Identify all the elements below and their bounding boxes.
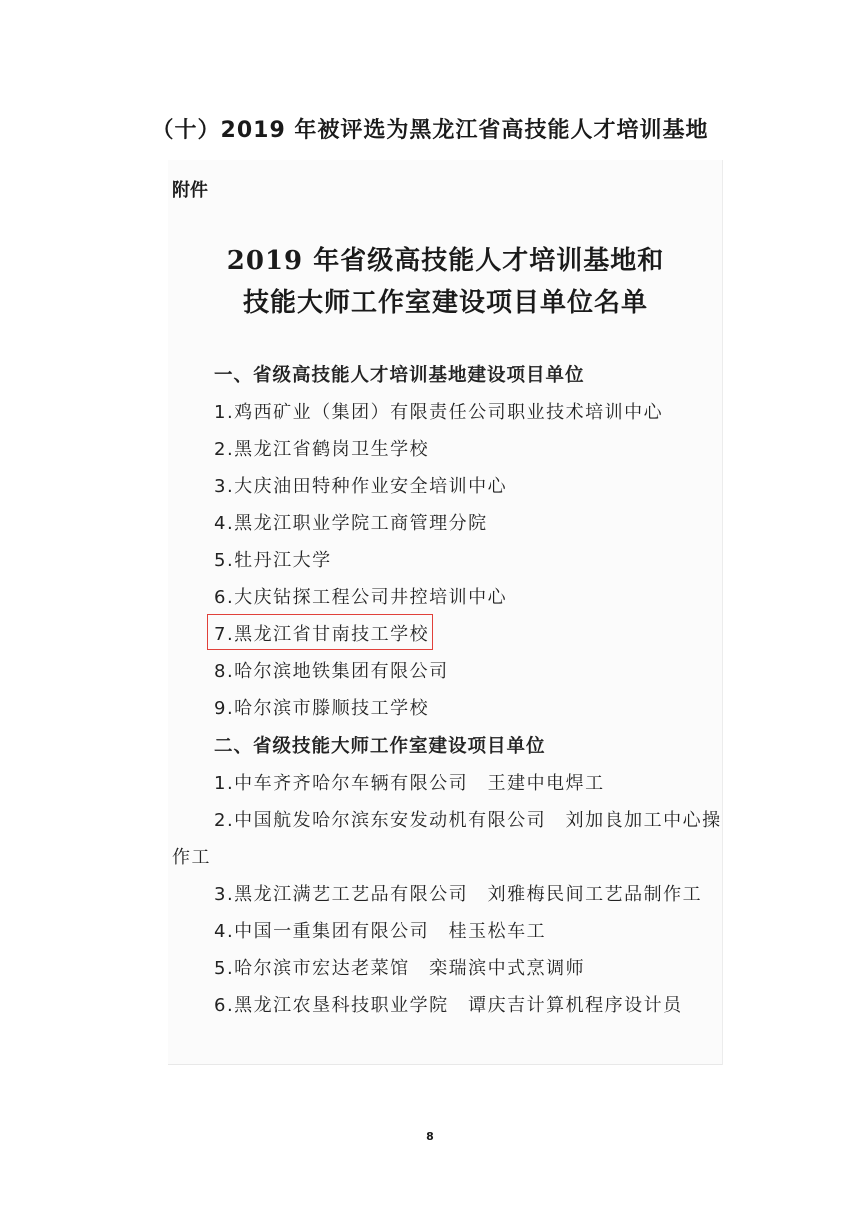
- list-item: 3.黑龙江满艺工艺品有限公司 刘雅梅民间工艺品制作工: [214, 884, 703, 905]
- page-number: 8: [426, 1130, 434, 1143]
- list-item: 1.鸡西矿业（集团）有限责任公司职业技术培训中心: [214, 402, 664, 423]
- list-item: 4.中国一重集团有限公司 桂玉松车工: [214, 921, 547, 942]
- list-item: 8.哈尔滨地铁集团有限公司: [214, 661, 449, 682]
- list-item: 2.黑龙江省鹤岗卫生学校: [214, 439, 430, 460]
- list-item: 2.中国航发哈尔滨东安发动机有限公司 刘加良加工中心操: [214, 810, 722, 831]
- scan-edge-bottom: [168, 1064, 723, 1065]
- list-item: 4.黑龙江职业学院工商管理分院: [214, 513, 488, 534]
- list-item: 6.黑龙江农垦科技职业学院 谭庆吉计算机程序设计员: [214, 995, 683, 1016]
- list-item: 5.哈尔滨市宏达老菜馆 栾瑞滨中式烹调师: [214, 958, 586, 979]
- list-item: 9.哈尔滨市滕顺技工学校: [214, 698, 430, 719]
- list-item-highlighted: 7.黑龙江省甘南技工学校: [214, 624, 430, 645]
- list-item: 6.大庆钻探工程公司井控培训中心: [214, 587, 508, 608]
- list-item-continuation: 作工: [172, 847, 211, 868]
- document-title-line1: 2019 年省级高技能人才培训基地和: [226, 246, 665, 276]
- list-item: 1.中车齐齐哈尔车辆有限公司 王建中电焊工: [214, 773, 605, 794]
- highlight-box: [207, 614, 433, 650]
- list-item: 3.大庆油田特种作业安全培训中心: [214, 476, 508, 497]
- list-item: 5.牡丹江大学: [214, 550, 332, 571]
- section1-heading: 一、省级高技能人才培训基地建设项目单位: [214, 365, 585, 386]
- document-title-line2: 技能大师工作室建设项目单位名单: [242, 288, 648, 318]
- attachment-label: 附件: [172, 180, 208, 201]
- section2-heading: 二、省级技能大师工作室建设项目单位: [214, 736, 546, 757]
- page-heading: （十）2019 年被评选为黑龙江省高技能人才培训基地: [151, 118, 709, 143]
